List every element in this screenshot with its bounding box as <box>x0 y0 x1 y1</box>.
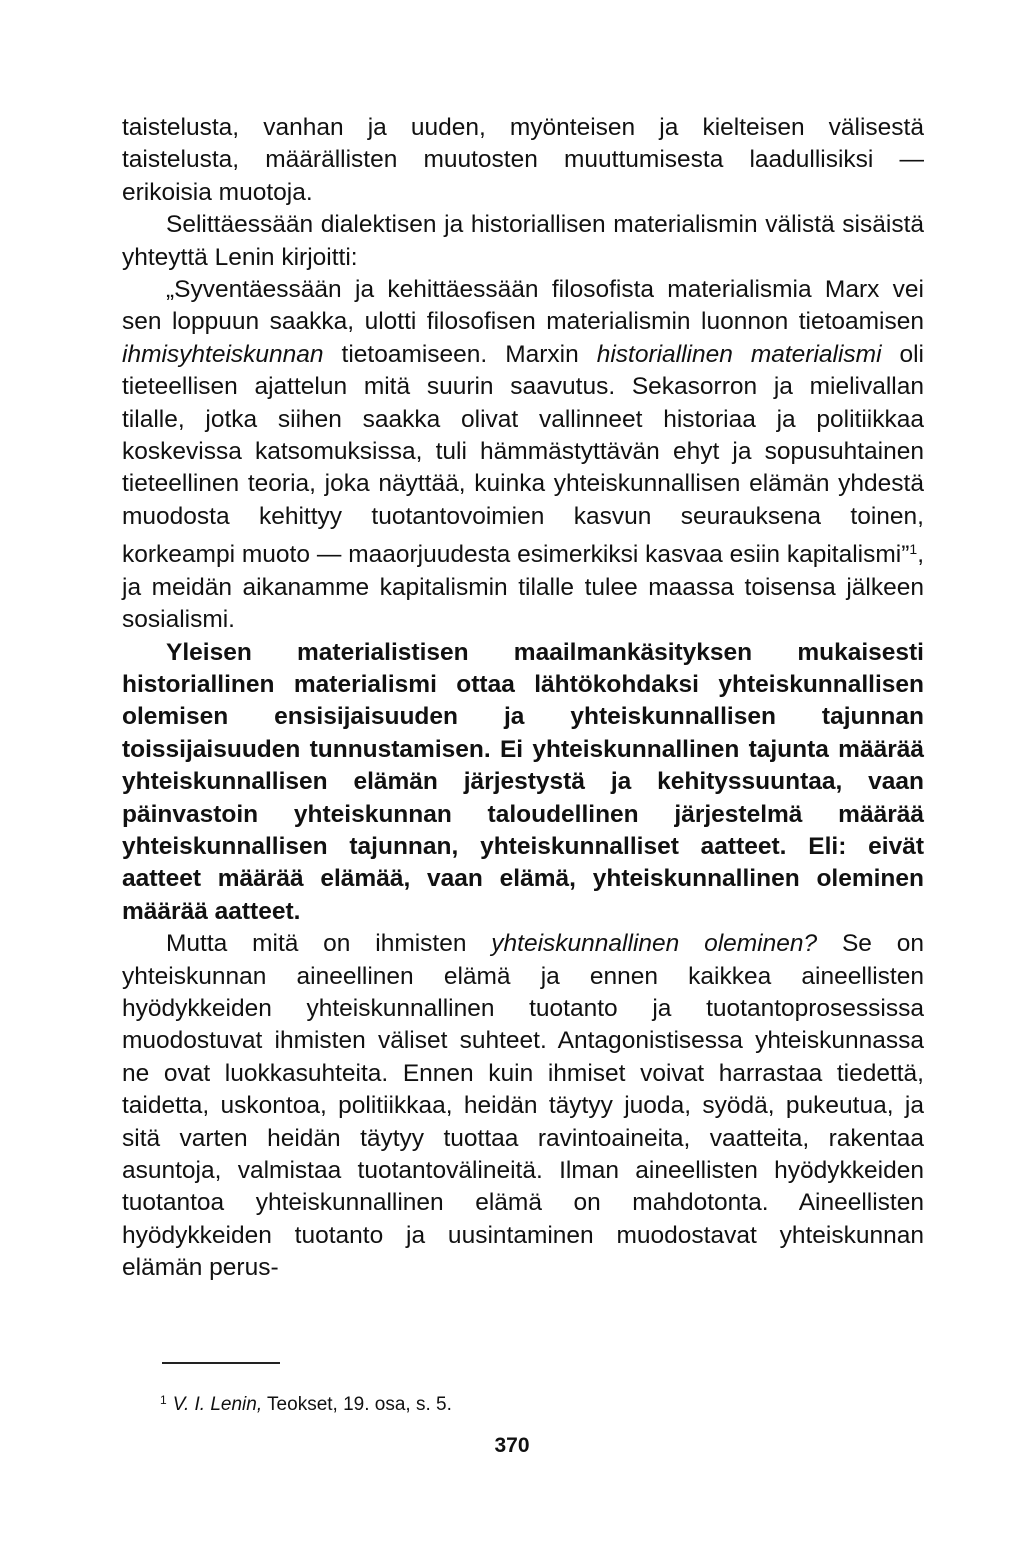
emphasis-text: ihmisyhteiskunnan <box>122 340 324 368</box>
footnote-marker: 1 <box>160 1393 167 1407</box>
paragraph <box>122 209 924 274</box>
footnote-author: V. I. Lenin, <box>172 1394 263 1415</box>
bold-text: Yleisen materialistisen maailmankäsityksen mukaisesti historiallinen materialismi ottaa lähtökohdaksi yhteiskunnallisen olemisen ensisijaisuuden ja yhteiskunnallisen tajunnan toissijaisuuden tunnustamisen. Ei yhteiskunnallinen tajunta määrää yhteiskunnallisen elämän järjestystä ja kehityssuuntaa, vaan päinvastoin yhteiskunnan taloudellinen järjestelmä määrää yhteiskunnallisen tajunnan, yhteiskunnalliset aatteet. Eli: eivät aatteet määrää elämää, vaan elämä, yhteiskunnallinen oleminen määrää aatteet. <box>122 638 924 925</box>
text-run: Se on yhteiskunnan aineellinen elämä ja ennen kaikkea aineellisten hyödykkeiden yhteiskunnallinen tuotanto ja tuotantoprosessissa muodostuvat ihmisten väliset suhteet. Antagonistisessa yhteiskunnassa ne ovat luokkasuhteita. Ennen kuin ihmiset voivat harrastaa tiedettä, taidetta, uskontoa, politiikkaa, heidän täytyy juoda, syödä, pukeutua, ja sitä varten heidän täytyy tuottaa ravintoaineita, vaatteita, rakentaa asuntoja, valmistaa tuotantovälineitä. Ilman aineellisten hyödykkeiden tuotantoa yhteiskunnallinen elämä on mahdotonta. Aineellisten hyödykkeiden tuotanto ja uusintaminen muodostavat yhteiskunnan elämän perus- <box>122 930 924 1282</box>
footnote-divider <box>162 1362 280 1364</box>
paragraph <box>122 928 924 1284</box>
footnote-reference: 1 <box>909 541 918 558</box>
emphasis-text: yhteiskunnallinen oleminen? <box>491 930 818 958</box>
body-text <box>122 112 924 1285</box>
page-number: 370 <box>494 1434 530 1457</box>
footnote <box>160 1388 760 1417</box>
paragraph <box>122 637 924 929</box>
text-run: taistelusta, vanhan ja uuden, myönteisen ja kielteisen välisestä taistelusta, määrällisten muutosten muuttumisesta laadullisiksi — erikoisia muotoja. <box>122 114 924 206</box>
emphasis-text: historiallinen materialismi <box>596 340 882 368</box>
text-run: tietoamiseen. Marxin <box>323 340 597 368</box>
text-run: Mutta mitä on ihmisten <box>166 930 492 958</box>
text-run: oli tieteellisen ajattelun mitä suurin saavutus. Sekasorron ja mielivallan tilalle, jotka siihen saakka olivat vallinneet historiaa ja politiikkaa koskevissa katsomuksissa, tuli hämmästyttävän ehyt ja sopusuhtainen tieteellinen teoria, joka näyttää, kuinka yhteiskunnallisen elämän yhdestä muodosta kehittyy tuotantovoimien kasvun seurauksena toinen, korkeampi muoto — maaorjuudesta esimerkiksi kasvaa esiin kapitalismi” <box>122 340 925 569</box>
text-run: , ja meidän aikanamme kapitalismin tilalle tulee maassa toisensa jälkeen sosialismi. <box>122 541 924 634</box>
paragraph <box>122 112 924 209</box>
text-run: Selittäessään dialektisen ja historiallisen materialismin välistä sisäistä yhteyttä Lenin kirjoitti: <box>122 211 924 271</box>
paragraph <box>122 274 924 636</box>
text-run: „Syventäessään ja kehittäessään filosofista materialismia Marx vei sen loppuun saakka, ulotti filosofisen materialismin luonnon tietoamisen <box>122 276 924 336</box>
footnote-source: Teokset, 19. osa, s. 5. <box>262 1394 452 1415</box>
